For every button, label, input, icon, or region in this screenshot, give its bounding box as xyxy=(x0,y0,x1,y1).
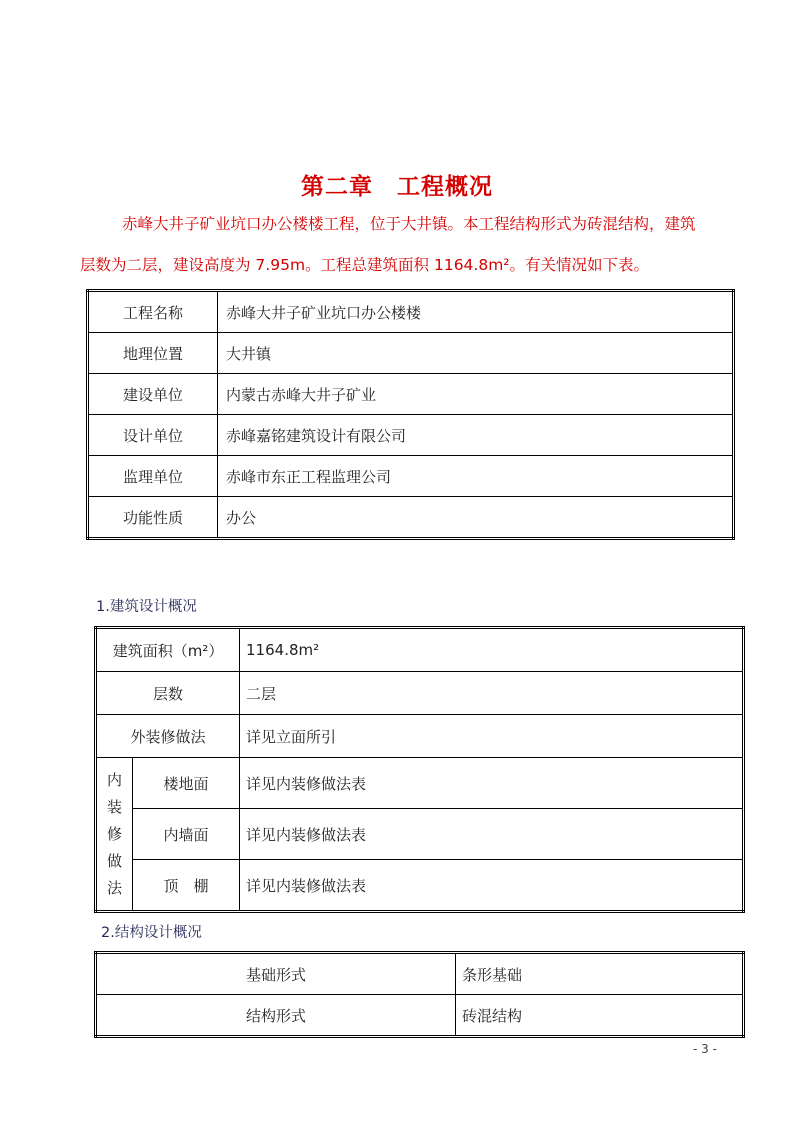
overview-value: 赤峰嘉铭建筑设计有限公司 xyxy=(218,415,734,456)
interior-finish-group-label xyxy=(96,758,133,912)
table-row xyxy=(96,758,744,809)
table-row xyxy=(96,860,744,912)
arch-value: 二层 xyxy=(240,672,744,715)
arch-value: 1164.8m² xyxy=(240,628,744,672)
interior-key: 楼地面 xyxy=(133,758,240,809)
arch-key: 层数 xyxy=(96,672,240,715)
table-row xyxy=(96,715,744,758)
arch-key: 外装修做法 xyxy=(96,715,240,758)
group-label-char: 做 xyxy=(106,851,122,870)
table-row xyxy=(96,628,744,672)
table-row xyxy=(88,333,734,374)
interior-key: 顶 棚 xyxy=(133,860,240,912)
structure-design-table xyxy=(94,951,745,1038)
overview-value: 内蒙古赤峰大井子矿业 xyxy=(218,374,734,415)
section-heading-structure: 2.结构设计概况 xyxy=(101,925,202,941)
page-number: - 3 - xyxy=(693,1042,717,1056)
group-label-char: 法 xyxy=(106,878,122,897)
table-row xyxy=(88,456,734,497)
arch-key: 建筑面积（m²） xyxy=(96,628,240,672)
overview-key: 功能性质 xyxy=(88,497,218,539)
overview-value: 赤峰大井子矿业坑口办公楼楼 xyxy=(218,291,734,333)
section-heading-architecture: 1.建筑设计概况 xyxy=(96,599,197,615)
structure-key: 结构形式 xyxy=(96,995,456,1037)
table-row xyxy=(88,497,734,539)
overview-key: 地理位置 xyxy=(88,333,218,374)
group-label-char: 修 xyxy=(106,824,122,843)
overview-value: 办公 xyxy=(218,497,734,539)
chapter-title: 第二章 工程概况 xyxy=(301,174,493,200)
overview-key: 监理单位 xyxy=(88,456,218,497)
overview-value: 赤峰市东正工程监理公司 xyxy=(218,456,734,497)
interior-value: 详见内装修做法表 xyxy=(240,860,744,912)
interior-value: 详见内装修做法表 xyxy=(240,758,744,809)
group-label-char: 装 xyxy=(106,797,122,816)
table-row xyxy=(88,291,734,333)
table-row xyxy=(88,415,734,456)
group-label-char: 内 xyxy=(106,770,122,789)
interior-value: 详见内装修做法表 xyxy=(240,809,744,860)
table-row xyxy=(88,374,734,415)
table-row xyxy=(96,995,744,1037)
architecture-design-table xyxy=(94,626,745,913)
overview-key: 工程名称 xyxy=(88,291,218,333)
overview-key: 设计单位 xyxy=(88,415,218,456)
table-row xyxy=(96,672,744,715)
structure-value: 条形基础 xyxy=(456,953,744,995)
structure-key: 基础形式 xyxy=(96,953,456,995)
project-overview-table xyxy=(86,289,735,540)
interior-key: 内墙面 xyxy=(133,809,240,860)
overview-value: 大井镇 xyxy=(218,333,734,374)
structure-value: 砖混结构 xyxy=(456,995,744,1037)
table-row xyxy=(96,953,744,995)
overview-key: 建设单位 xyxy=(88,374,218,415)
arch-value: 详见立面所引 xyxy=(240,715,744,758)
intro-line-2: 层数为二层，建设高度为 7.95m。工程总建筑面积 1164.8m²。有关情况如下表。 xyxy=(80,256,650,274)
table-row xyxy=(96,809,744,860)
intro-line-1: 赤峰大井子矿业坑口办公楼楼工程，位于大井镇。本工程结构形式为砖混结构，建筑 xyxy=(122,215,696,233)
